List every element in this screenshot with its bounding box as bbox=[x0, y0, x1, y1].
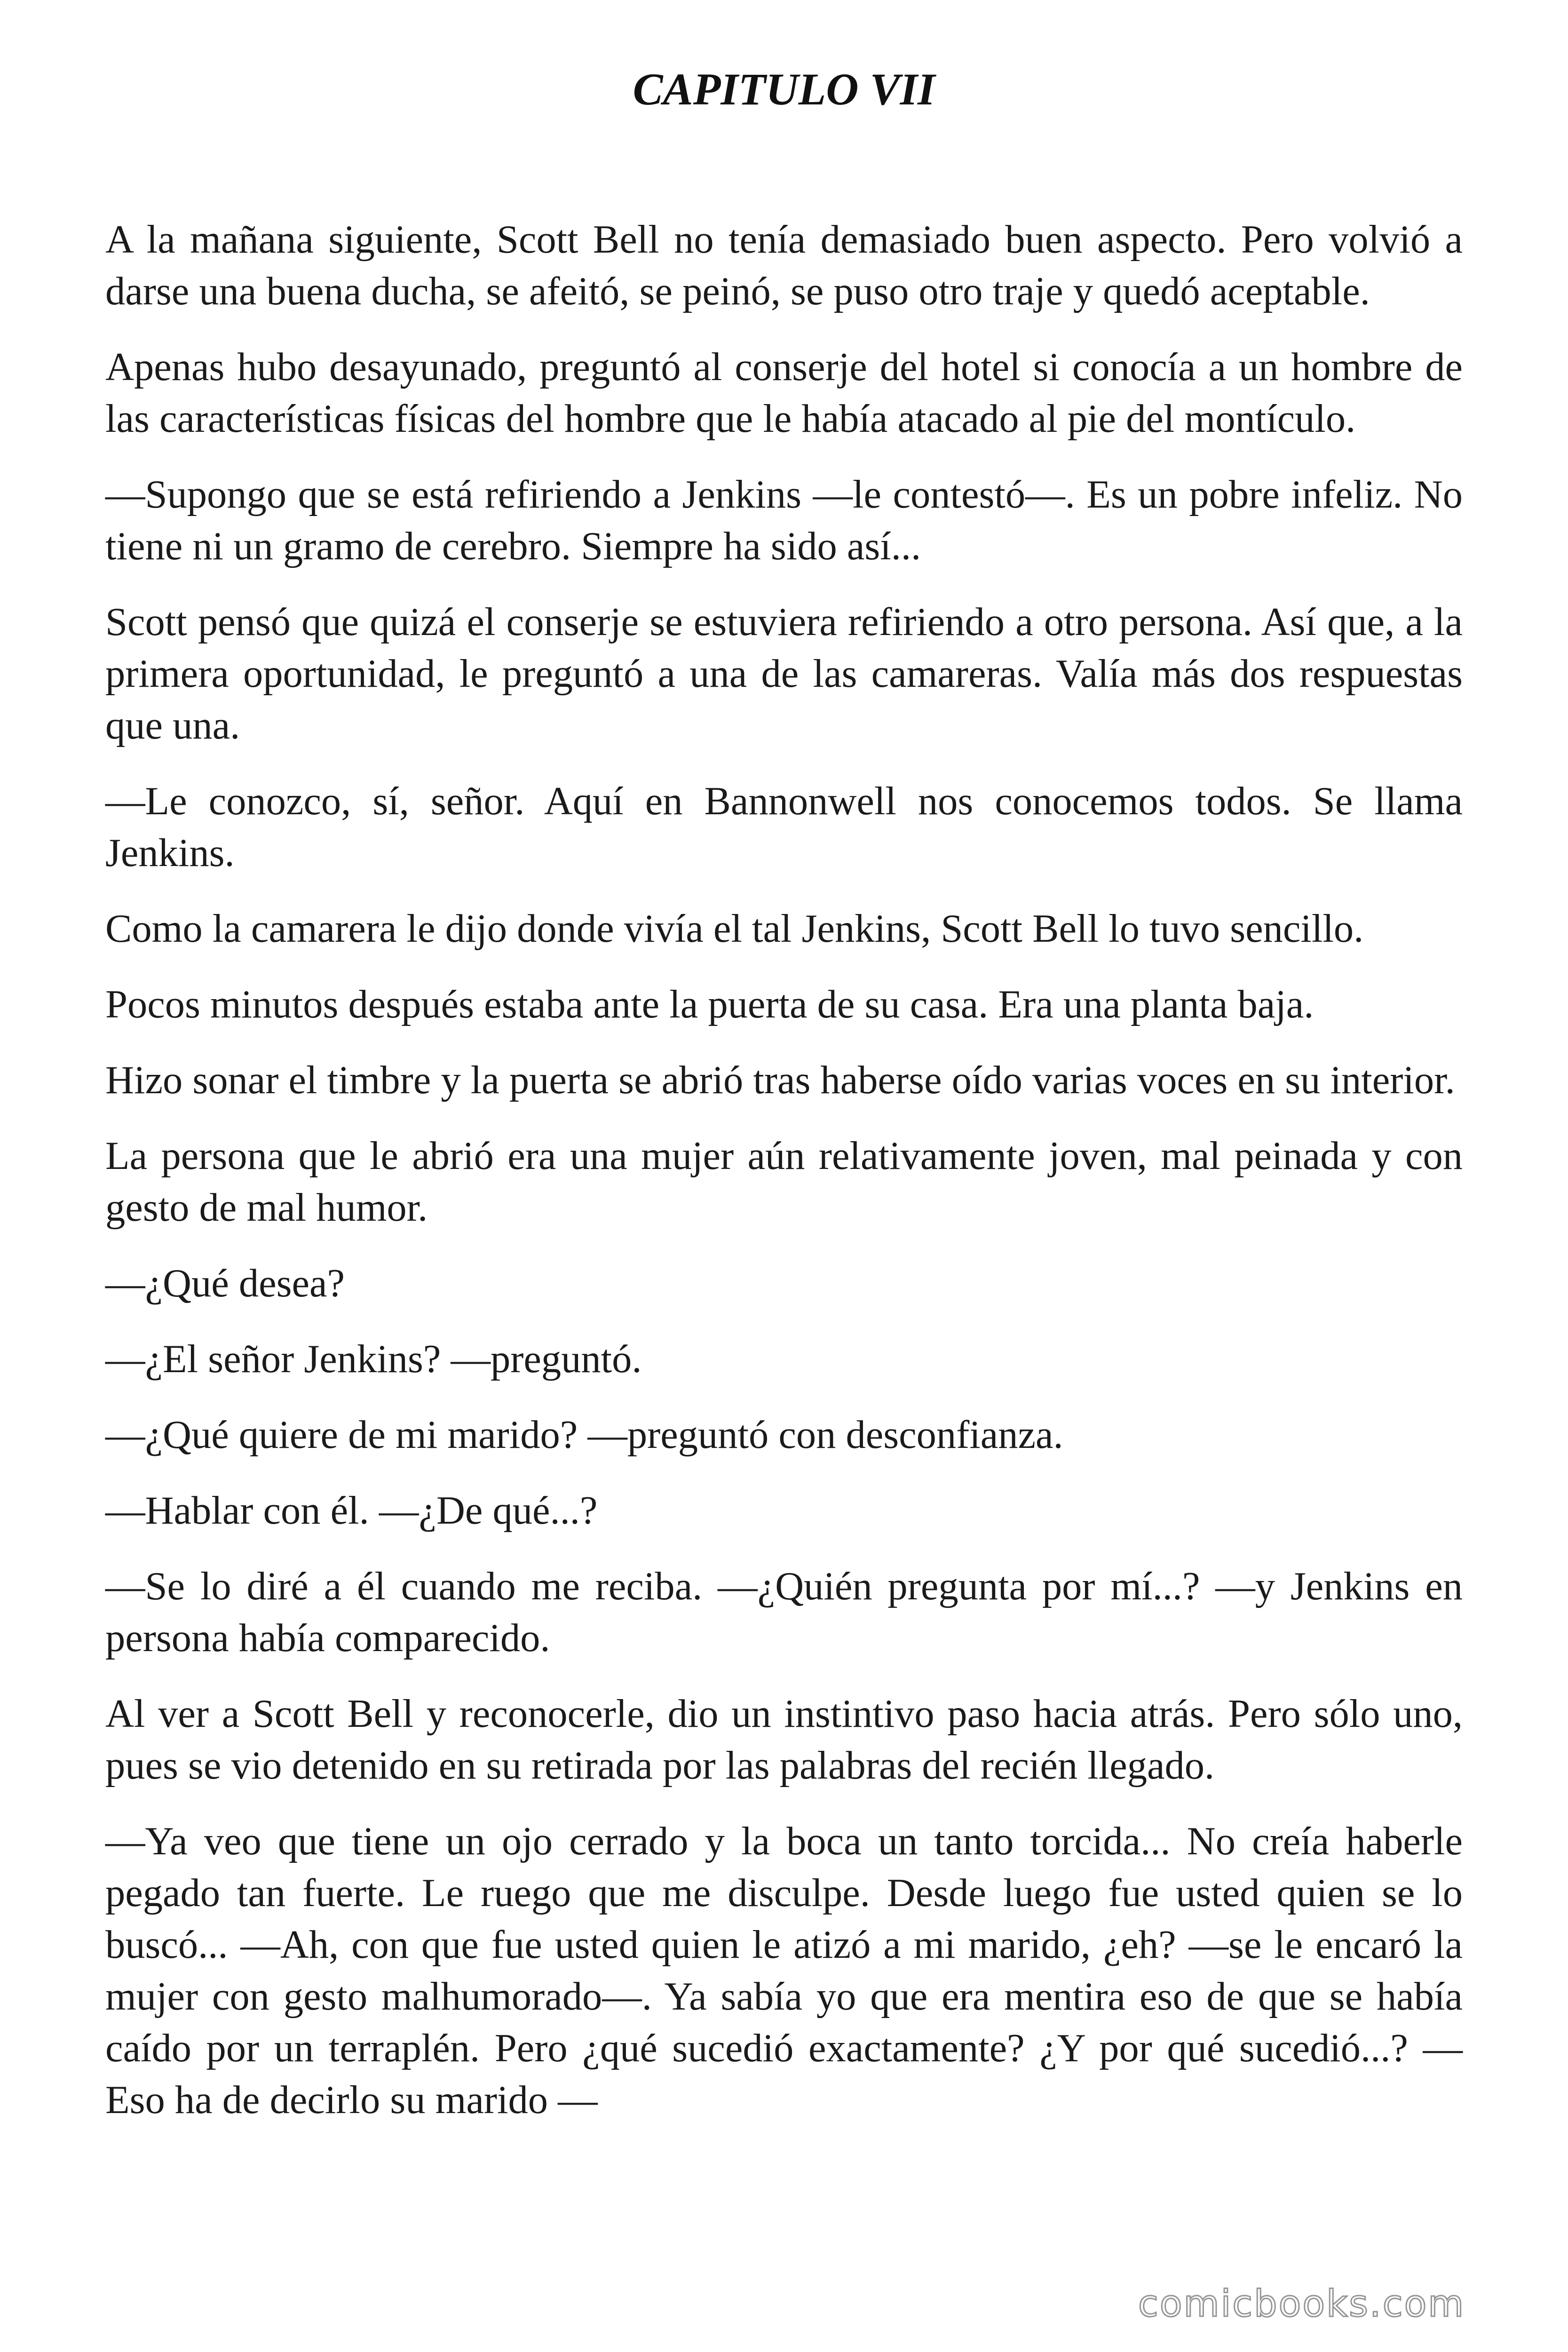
chapter-body bbox=[105, 214, 1463, 2126]
paragraph: Hizo sonar el timbre y la puerta se abrió tras haberse oído varias voces en su interior. bbox=[105, 1058, 1455, 1102]
paragraph: —¿Qué desea? bbox=[105, 1262, 345, 1305]
paragraph: Pocos minutos después estaba ante la puerta de su casa. Era una planta baja. bbox=[105, 983, 1314, 1026]
paragraph: —Supongo que se está refiriendo a Jenkins —le contestó—. Es un pobre infeliz. No tiene ni un gramo de cerebro. Siempre ha sido así... bbox=[105, 473, 1463, 568]
paragraph: Scott pensó que quizá el conserje se estuviera refiriendo a otro persona. Así que, a la primera oportunidad, le preguntó a una de las camareras. Valía más dos respuestas que una. bbox=[105, 600, 1463, 747]
paragraph: Al ver a Scott Bell y reconocerle, dio un instintivo paso hacia atrás. Pero sólo uno, pues se vio detenido en su retirada por las palabras del recién llegado. bbox=[105, 1692, 1463, 1788]
paragraph: —Ya veo que tiene un ojo cerrado y la boca un tanto torcida... No creía haberle pegado tan fuerte. Le ruego que me disculpe. Desde luego fue usted quien se lo buscó... —Ah, con que fue usted quien le atizó a mi marido, ¿eh? —se le encaró la mujer con gesto malhumorado—. Ya sabía yo que era mentira eso de que se había caído por un terraplén. Pero ¿qué sucedió exactamente? ¿Y por qué sucedió...? —Eso ha de decirlo su marido — bbox=[105, 1820, 1463, 2122]
watermark-logo: comicbooks.com bbox=[1138, 2283, 1465, 2325]
paragraph: Como la camarera le dijo donde vivía el tal Jenkins, Scott Bell lo tuvo sencillo. bbox=[105, 907, 1364, 951]
paragraph: A la mañana siguiente, Scott Bell no tenía demasiado buen aspecto. Pero volvió a darse una buena ducha, se afeitó, se peinó, se puso otro traje y quedó aceptable. bbox=[105, 218, 1463, 313]
paragraph: —¿Qué quiere de mi marido? —preguntó con desconfianza. bbox=[105, 1413, 1063, 1457]
chapter-title: CAPITULO VII bbox=[633, 64, 935, 114]
paragraph: Apenas hubo desayunado, preguntó al conserje del hotel si conocía a un hombre de las características físicas del hombre que le había atacado al pie del montículo. bbox=[105, 345, 1463, 441]
paragraph: —Se lo diré a él cuando me reciba. —¿Quién pregunta por mí...? —y Jenkins en persona había comparecido. bbox=[105, 1565, 1463, 1660]
paragraph: —Hablar con él. —¿De qué...? bbox=[105, 1489, 598, 1533]
paragraph: —¿El señor Jenkins? —preguntó. bbox=[105, 1337, 642, 1381]
paragraph: —Le conozco, sí, señor. Aquí en Bannonwell nos conocemos todos. Se llama Jenkins. bbox=[105, 779, 1463, 875]
paragraph: La persona que le abrió era una mujer aún relativamente joven, mal peinada y con gesto de mal humor. bbox=[105, 1134, 1463, 1230]
